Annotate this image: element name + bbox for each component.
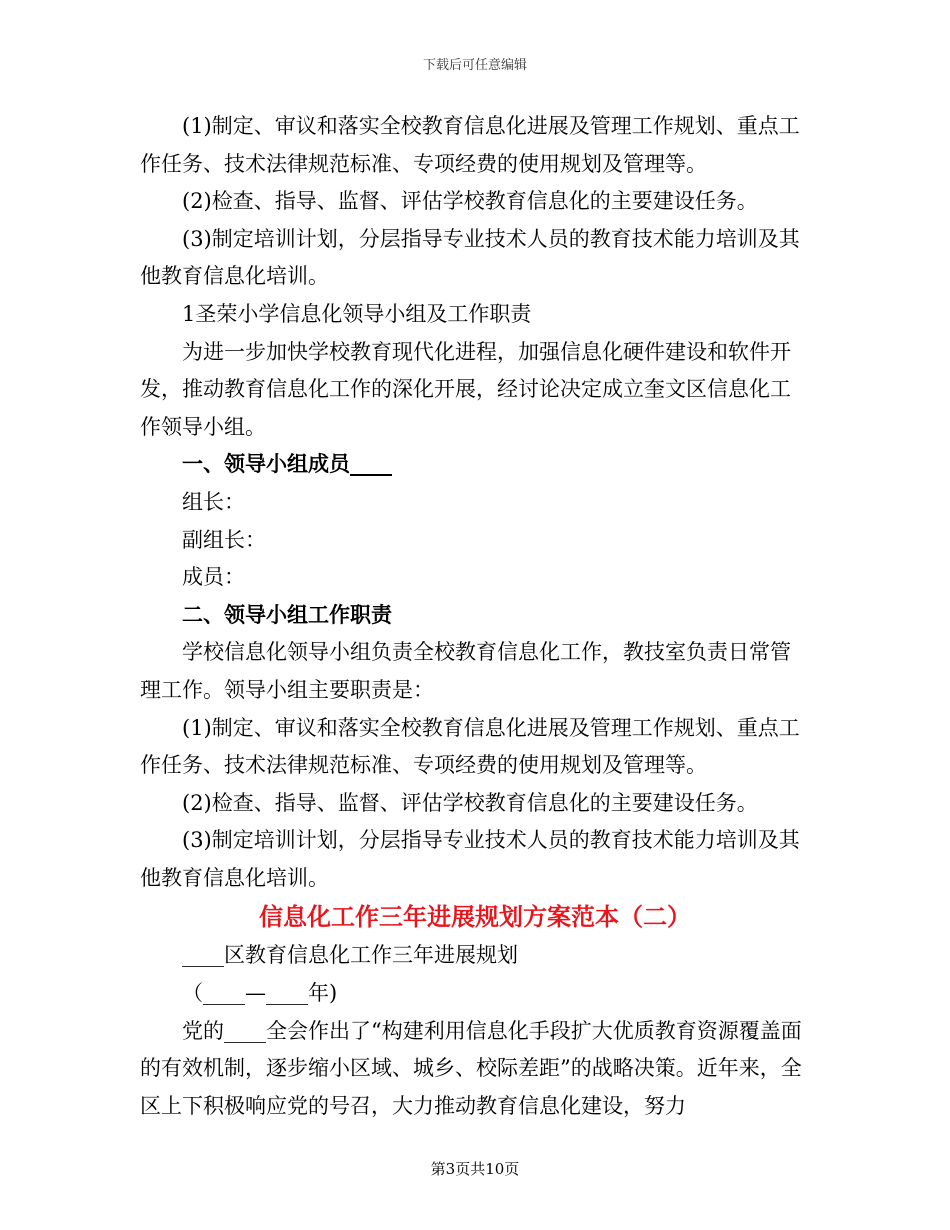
paragraph: (2)检查、指导、监督、评估学校教育信息化的主要建设任务。 xyxy=(182,189,758,214)
paragraph: 副组长： xyxy=(182,527,266,552)
document-body xyxy=(140,108,810,1125)
paragraph: 学校信息化领导小组负责全校教育信息化工作，教技室负责日常管理工作。领导小组主要职责是： xyxy=(140,640,791,702)
paragraph: 组长： xyxy=(182,489,245,514)
paragraph: 为进一步加快学校教育现代化进程，加强信息化硬件建设和软件开发，推动教育信息化工作的深化开展，经讨论决定成立奎文区信息化工作领导小组。 xyxy=(140,339,791,439)
paragraph: (1)制定、审议和落实全校教育信息化进展及管理工作规划、重点工作任务、技术法律规范标准、专项经费的使用规划及管理等。 xyxy=(140,715,800,778)
paragraph: (3)制定培训计划，分层指导专业技术人员的教育技术能力培训及其他教育信息化培训。 xyxy=(140,226,800,289)
page-header: 下载后可任意编辑 xyxy=(422,58,527,73)
page-footer: 第3页共10页 xyxy=(430,1160,520,1178)
paragraph: (2)检查、指导、监督、评估学校教育信息化的主要建设任务。 xyxy=(182,790,758,815)
document-title: 信息化工作三年进展规划方案范本（二） xyxy=(259,903,691,932)
paragraph: (3)制定培训计划，分层指导专业技术人员的教育技术能力培训及其他教育信息化培训。 xyxy=(140,828,800,890)
paragraph: 1圣荣小学信息化领导小组及工作职责 xyxy=(182,301,532,326)
section-heading: 二、领导小组工作职责 xyxy=(182,602,392,627)
paragraph: （____—____年) xyxy=(182,981,338,1006)
paragraph: 成员： xyxy=(182,565,245,590)
paragraph: 党的____全会作出了“构建利用信息化手段扩大优质教育资源覆盖面的有效机制，逐步缩小区域、城乡、校际差距”的战略决策。近年来，全区上下积极响应党的号召，大力推动教育信息化建设，努力 xyxy=(140,1018,802,1118)
paragraph: ____区教育信息化工作三年进展规划 xyxy=(182,943,518,968)
paragraph: (1)制定、审议和落实全校教育信息化进展及管理工作规划、重点工作任务、技术法律规范标准、专项经费的使用规划及管理等。 xyxy=(140,114,800,176)
section-heading: 一、领导小组成员____ xyxy=(182,452,392,477)
